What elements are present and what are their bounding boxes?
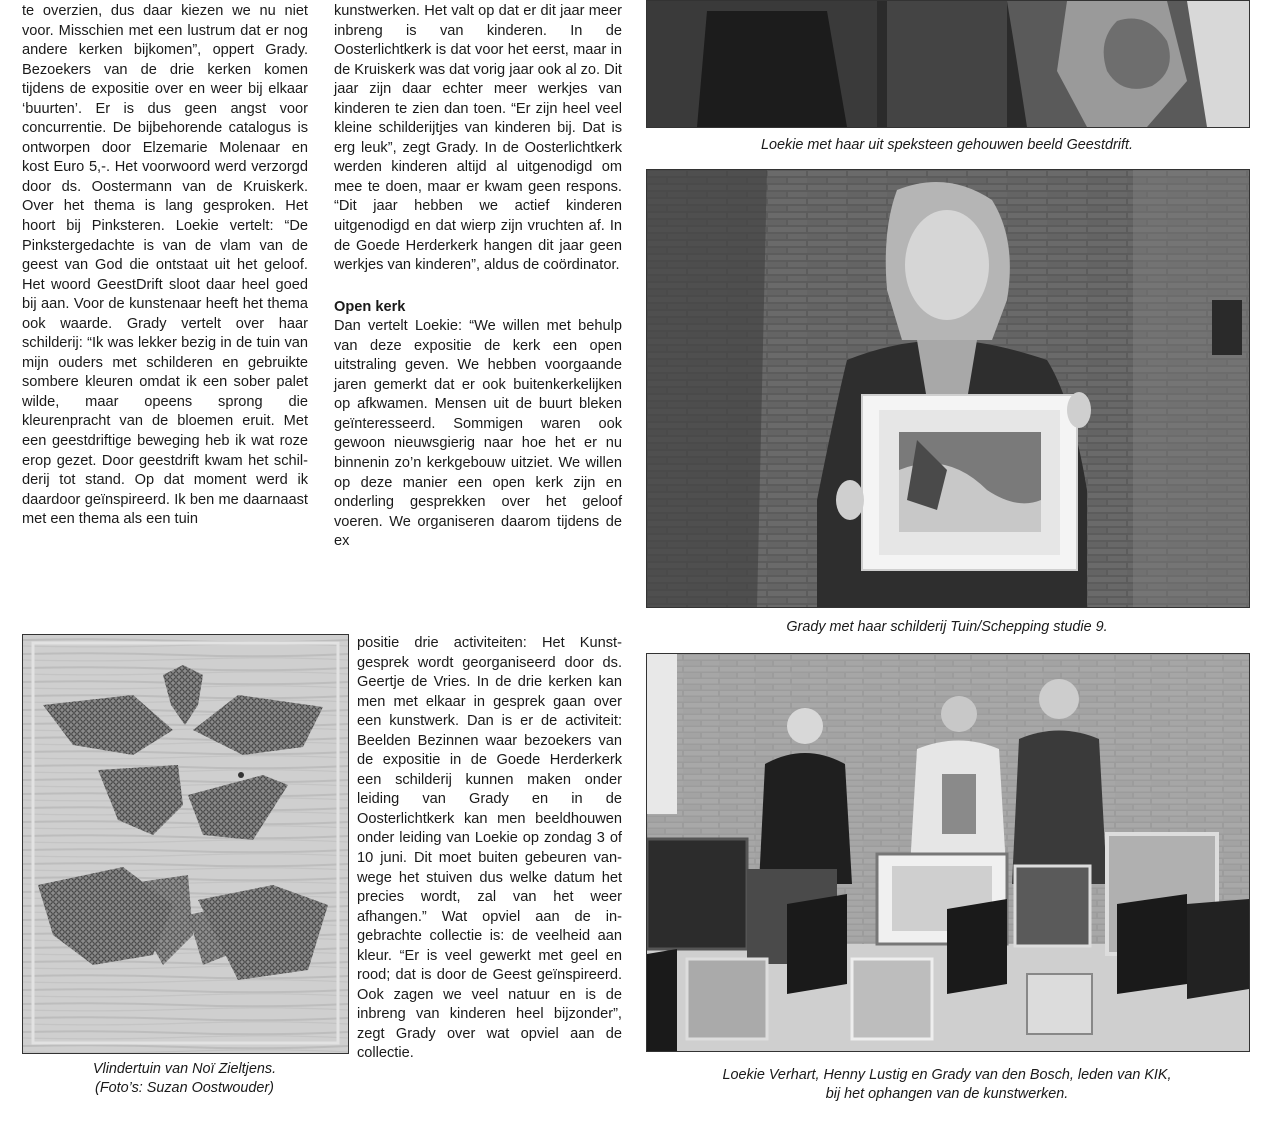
photo-credit: (Foto’s: Suzan Oostwouder) xyxy=(95,1080,274,1096)
painting-photo xyxy=(646,169,1250,608)
article-paragraph: kunstwerken. Het valt op dat er dit jaar meer inbreng is van kinderen. In de Oosterlichtkerk is dat voor het eerst, maar in de Kruiskerk was dat vorig jaar ook al zo. Dit jaar zijn daar echter meer werkjes van kinderen te zien dan toen. “Er zijn heel veel kleine schilderijtjes van kinderen bij. Dat is erg leuk”, zegt Grady. In de Oosterlichtkerk werden kinderen altijd al uitgenodigd om mee te doen, maar er kwam geen respons. “Dit jaar hebben we actief kinderen uitgenodigd en dat wierp zijn vruchten af. In de Goede Herderkerk hangen dit jaar geen werkjes van kinderen”, aldus de coördinator. xyxy=(334,3,622,274)
article-paragraph: te overzien, dus daar kiezen we nu niet voor. Misschien met een lustrum dat er nog andere kerken bijkomen”, oppert Grady. Bezoekers van de drie kerken komen tijdens de expositie over en weer bij elkaar ‘buurten’. Er is dus geen angst voor concurrentie. De bijbehorende catalogus is ontworpen door Elzemarie Molenaar en kost Euro 5,-. Het voorwoord werd verzorgd door ds. Oostermann van de Kruiskerk. Over het thema is lang gesproken. Het hoort bij Pinksteren. Loekie vertelt: “De Pinkstergedachte is van de vlam van de geest van God die ontstaat uit het geloof. Het woord GeestDrift sloot daar heel goed bij aan. Voor de kunstenaar heeft het thema ook waarde. Grady vertelt over haar schilderij: “Ik was lekker bezig in de tuin van mijn ouders met schilderen en gebruikte sombere kleuren omdat ik een sober palet wilde, maar opeens sprong die kleurenpracht van de bloemen eruit. Met een geestdriftige beweging heb ik wat roze erop gezet. Door geestdrift kwam het schilderij tot stand. Op dat moment werd ik daardoor geïnspireerd. Ik ben me daarnaast met een thema als een tuin xyxy=(22,3,308,528)
painting-photo-caption: Grady met haar schilderij Tuin/Schepping studie 9. xyxy=(786,619,1108,635)
sculpture-photo xyxy=(646,0,1250,128)
article-column-2 xyxy=(334,2,622,552)
caption-line: Loekie Verhart, Henny Lustig en Grady van den Bosch, leden van KIK, xyxy=(722,1067,1172,1083)
butterfly-garden-photo xyxy=(22,634,349,1054)
group-photo-caption xyxy=(646,1066,1248,1104)
butterfly-photo-caption xyxy=(22,1060,347,1098)
sculpture-photo-caption: Loekie met haar uit speksteen gehouwen beeld Geestdrift. xyxy=(761,137,1133,153)
article-paragraph: Dan vertelt Loekie: “We willen met behulp van deze expositie de kerk een open uitstraling geven. We hebben voorgaande jaren gemerkt dat er ook buitenkerkelijken op afkwamen. Mensen uit de buurt bleken geïnteresseerd. Sommigen waren ook gewoon nieuwsgierig naar hoe het er nu binnenin zo’n kerkgebouw uitziet. We willen op deze manier een open kerk zijn en onderling gesprekken over het geloof voeren. We organiseren daarom tijdens de ex xyxy=(334,318,622,550)
article-paragraph: positie drie activiteiten: Het Kunstgesprek wordt georganiseerd door ds. Geertje de Vries. In de drie kerken kan men met elkaar in gesprek gaan over een kunstwerk. Dan is er de activiteit: Beelden Bezinnen waar bezoekers van de expositie in de Goede Herderkerk een schilderij kunnen maken onder leiding van Grady en in de Oosterlichtkerk kan men beeldhouwen onder leiding van Loekie op zondag 3 of 10 juni. Dit moet buiten gebeuren vanwege het stuiven dus welke datum het precies wordt, zal van het weer afhangen.” Wat opviel aan de ingebrachte collectie is: de veelheid aan kleur. “Er is veel gewerkt met geel en rood; dat is door de Geest geïnspireerd. Ook zagen we veel natuur en is de inbreng van kinderen heel bijzonder”, zegt Grady over wat opviel aan de collectie. xyxy=(357,635,622,1062)
article-column-1 xyxy=(22,2,308,530)
article-column-2-continued xyxy=(357,634,622,1064)
section-subheading: Open kerk xyxy=(334,298,406,315)
caption-line: bij het ophangen van de kunstwerken. xyxy=(825,1086,1069,1102)
caption-line: Vlindertuin van Noï Zieltjens. xyxy=(92,1061,277,1077)
group-photo xyxy=(646,653,1250,1052)
